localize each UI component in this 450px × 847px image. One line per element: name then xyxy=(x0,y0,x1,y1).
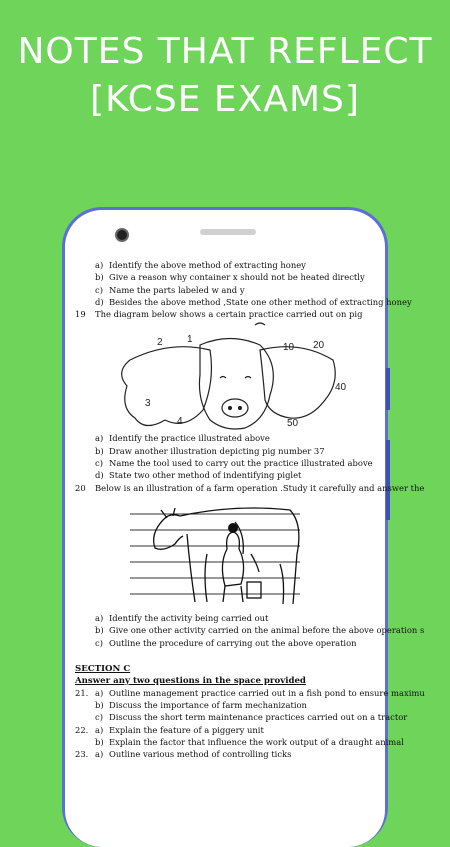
q20-c: c) Outline the procedure of carrying out the above operation xyxy=(95,637,357,648)
q21-a: 21. a) Outline management practice carried out in a fish pond to ensure maximu xyxy=(75,687,425,698)
q22-a: 22. a) Explain the feature of a piggery unit xyxy=(75,724,264,735)
section-c-title: SECTION C xyxy=(75,663,131,674)
q19-b: b) Draw another illustration depicting pig number 37 xyxy=(95,445,325,456)
q22-b: b) Explain the factor that influence the work output of a draught animal xyxy=(95,737,404,748)
q19-d: d) State two other method of indentifying piglet xyxy=(95,470,302,481)
q18-a: a) Identify the above method of extracting honey xyxy=(95,260,306,270)
q21-b: b) Discuss the importance of farm mechanization xyxy=(95,700,307,711)
q21-c: c) Discuss the short term maintenance practices carried out on a tractor xyxy=(95,712,408,723)
fig-label: 10 xyxy=(283,342,295,354)
fig-label: 2 xyxy=(157,337,163,349)
fig-label: 1 xyxy=(187,334,193,346)
q23-a: 23. a) Outline various method of controlling ticks xyxy=(75,749,292,760)
promo-headline xyxy=(0,28,450,124)
camera-icon xyxy=(115,228,129,242)
headline-line-2: [KCSE EXAMS] xyxy=(90,79,360,120)
pig-ear-notching-figure xyxy=(75,320,375,432)
q18-b: b) Give a reason why container x should not be heated directly xyxy=(95,272,365,283)
q18-d: d) Besides the above method ,State one other method of extracting honey xyxy=(95,296,412,307)
volume-button xyxy=(386,368,390,410)
q19-a: a) Identify the practice illustrated above xyxy=(95,433,270,444)
q20-b: b) Give one other activity carried on the animal before the above operation s xyxy=(95,625,425,636)
power-button xyxy=(386,440,390,520)
q19-c: c) Name the tool used to carry out the practice illustrated above xyxy=(95,458,373,469)
q19-stem: 19 The diagram below shows a certain practice carried out on pig xyxy=(75,309,363,320)
q18-c: c) Name the parts labeled w and y xyxy=(95,284,245,295)
cow-milking-figure xyxy=(75,494,375,612)
fig-label: 20 xyxy=(313,340,325,352)
q20-a: a) Identify the activity being carried out xyxy=(95,612,269,623)
fig-label: 50 xyxy=(287,418,299,430)
document-screen[interactable] xyxy=(75,260,425,800)
fig-label: 40 xyxy=(335,382,347,394)
fig-label: 4 xyxy=(177,416,183,428)
q20-stem: 20 Below is an illustration of a farm operation .Study it carefully and answer the xyxy=(75,482,425,493)
fig-label: 3 xyxy=(145,398,151,410)
speaker-grille xyxy=(200,229,256,235)
headline-line-1: NOTES THAT REFLECT xyxy=(17,31,433,72)
section-c-instruction: Answer any two questions in the space provided xyxy=(75,675,306,686)
